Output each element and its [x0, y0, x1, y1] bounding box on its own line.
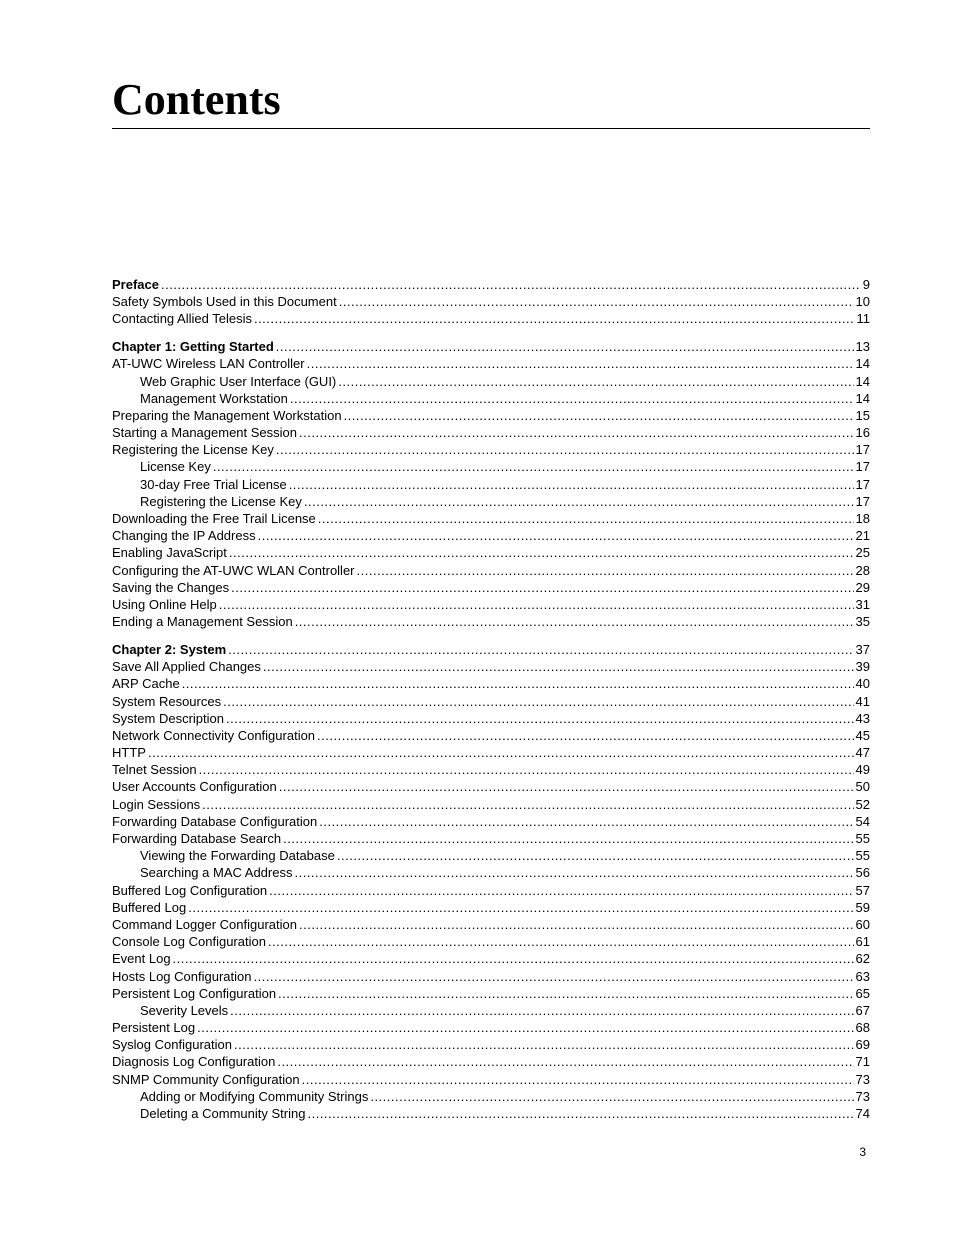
dot-leader — [223, 693, 853, 710]
toc-entry-page: 35 — [855, 614, 870, 630]
toc-entry-page: 68 — [855, 1020, 870, 1036]
dot-leader — [161, 276, 861, 293]
toc-entry-page: 17 — [855, 493, 870, 509]
toc-entry-label: Enabling JavaScript — [112, 545, 227, 561]
toc-entry-page: 17 — [855, 459, 870, 475]
toc-entry-page: 57 — [855, 882, 870, 898]
toc-chapter-entry[interactable] — [112, 276, 870, 293]
toc-entry-label: Buffered Log Configuration — [112, 882, 268, 898]
toc-section-entry[interactable] — [112, 778, 870, 795]
toc-entry-label: Network Connectivity Configuration — [112, 727, 316, 743]
toc-section-entry[interactable] — [112, 950, 870, 967]
toc-subsection-entry[interactable] — [112, 1105, 870, 1122]
toc-entry-label: Console Log Configuration — [112, 934, 266, 950]
page-title: Contents — [112, 75, 281, 124]
toc-section-entry[interactable] — [112, 933, 870, 950]
toc-chapter-entry[interactable] — [112, 641, 870, 658]
dot-leader — [338, 373, 853, 390]
toc-entry-page: 69 — [855, 1037, 870, 1053]
dot-leader — [229, 544, 854, 561]
toc-entry-page: 71 — [855, 1054, 870, 1070]
toc-entry-label: System Description — [112, 710, 224, 726]
toc-section-entry[interactable] — [112, 1019, 870, 1036]
toc-subsection-entry[interactable] — [112, 458, 870, 475]
toc-section-entry[interactable] — [112, 1036, 870, 1053]
dot-leader — [268, 933, 854, 950]
toc-entry-label: HTTP — [112, 745, 146, 761]
dot-leader — [197, 1019, 853, 1036]
toc-entry-label: Command Logger Configuration — [112, 916, 297, 932]
toc-entry-label: Chapter 1: Getting Started — [112, 339, 274, 355]
toc-section-entry[interactable] — [112, 813, 870, 830]
toc-entry-label: ARP Cache — [112, 676, 180, 692]
dot-leader — [182, 675, 854, 692]
toc-entry-label: AT-UWC Wireless LAN Controller — [112, 356, 305, 372]
toc-section-entry[interactable] — [112, 424, 870, 441]
toc-entry-label: Viewing the Forwarding Database — [140, 848, 335, 864]
dot-leader — [289, 476, 854, 493]
toc-section-entry[interactable] — [112, 544, 870, 561]
toc-entry-label: License Key — [140, 459, 211, 475]
toc-entry-page: 28 — [855, 562, 870, 578]
toc-section-entry[interactable] — [112, 968, 870, 985]
dot-leader — [318, 510, 854, 527]
dot-leader — [254, 310, 855, 327]
toc-entry-label: Changing the IP Address — [112, 528, 256, 544]
toc-entry-label: Downloading the Free Trail License — [112, 511, 316, 527]
toc-entry-label: Persistent Log — [112, 1020, 196, 1036]
toc-entry-page: 73 — [855, 1088, 870, 1104]
toc-section-entry[interactable] — [112, 441, 870, 458]
toc-entry-label: Event Log — [112, 951, 171, 967]
toc-section-entry[interactable] — [112, 658, 870, 675]
dot-leader — [199, 761, 854, 778]
toc-entry-label: Severity Levels — [140, 1002, 229, 1018]
dot-leader — [299, 916, 854, 933]
dot-leader — [339, 293, 854, 310]
toc-entry-page: 74 — [855, 1106, 870, 1121]
title-rule — [112, 128, 870, 129]
toc-entry-page: 49 — [855, 762, 870, 778]
table-of-contents — [112, 276, 870, 1122]
dot-leader — [370, 1088, 853, 1105]
toc-entry-page: 63 — [855, 968, 870, 984]
toc-entry-page: 43 — [855, 710, 870, 726]
toc-entry-page: 45 — [855, 727, 870, 743]
toc-entry-label: Syslog Configuration — [112, 1037, 232, 1053]
toc-entry-page: 62 — [855, 951, 870, 967]
toc-entry-page: 55 — [855, 831, 870, 846]
toc-entry-page: 10 — [855, 294, 870, 310]
toc-entry-page: 17 — [855, 442, 870, 458]
toc-entry-label: Preface — [112, 277, 159, 292]
toc-section-entry[interactable] — [112, 675, 870, 692]
toc-entry-page: 17 — [855, 476, 870, 492]
toc-entry-label: SNMP Community Configuration — [112, 1071, 300, 1087]
toc-section-entry[interactable] — [112, 613, 870, 630]
toc-entry-label: User Accounts Configuration — [112, 779, 277, 795]
toc-section-entry[interactable] — [112, 916, 870, 933]
toc-entry-page: 50 — [855, 779, 870, 795]
dot-leader — [277, 1053, 853, 1070]
toc-section-entry[interactable] — [112, 693, 870, 710]
toc-section-entry[interactable] — [112, 510, 870, 527]
dot-leader — [319, 813, 853, 830]
toc-entry-page: 15 — [855, 407, 870, 423]
toc-entry-page: 54 — [855, 813, 870, 829]
toc-entry-label: Preparing the Management Workstation — [112, 407, 342, 423]
dot-leader — [337, 847, 854, 864]
toc-entry-label: Ending a Management Session — [112, 614, 293, 630]
dot-leader — [279, 778, 854, 795]
toc-entry-page: 37 — [855, 641, 870, 657]
toc-entry-label: Adding or Modifying Community Strings — [140, 1088, 369, 1104]
toc-subsection-entry[interactable] — [112, 373, 870, 390]
toc-entry-page: 25 — [855, 545, 870, 561]
toc-subsection-entry[interactable] — [112, 864, 870, 881]
toc-section-entry[interactable] — [112, 796, 870, 813]
toc-section-entry[interactable] — [112, 310, 870, 327]
toc-section-entry[interactable] — [112, 710, 870, 727]
toc-entry-page: 14 — [855, 373, 870, 389]
toc-entry-label: System Resources — [112, 693, 222, 709]
toc-entry-label: Buffered Log — [112, 899, 187, 915]
dot-leader — [276, 441, 854, 458]
toc-entry-page: 9 — [862, 277, 870, 292]
toc-entry-page: 18 — [855, 511, 870, 527]
dot-leader — [263, 658, 854, 675]
toc-entry-page: 73 — [855, 1071, 870, 1087]
dot-leader — [290, 390, 854, 407]
toc-entry-label: Management Workstation — [140, 390, 288, 406]
toc-subsection-entry[interactable] — [112, 390, 870, 407]
toc-chapter-entry[interactable] — [112, 338, 870, 355]
toc-section-entry[interactable] — [112, 882, 870, 899]
toc-entry-label: Using Online Help — [112, 596, 217, 612]
dot-leader — [202, 796, 853, 813]
toc-entry-page: 16 — [855, 425, 870, 441]
dot-leader — [302, 1071, 854, 1088]
toc-entry-label: Starting a Management Session — [112, 425, 297, 441]
dot-leader — [307, 1105, 853, 1122]
toc-subsection-entry[interactable] — [112, 1088, 870, 1105]
toc-entry-label: Telnet Session — [112, 762, 197, 778]
toc-subsection-entry[interactable] — [112, 493, 870, 510]
toc-entry-label: Forwarding Database Search — [112, 831, 282, 846]
toc-section-entry[interactable] — [112, 596, 870, 613]
toc-entry-label: Searching a MAC Address — [140, 865, 293, 881]
dot-leader — [234, 1036, 854, 1053]
toc-entry-label: Contacting Allied Telesis — [112, 311, 252, 327]
toc-entry-label: Saving the Changes — [112, 579, 230, 595]
toc-entry-label: Chapter 2: System — [112, 641, 227, 657]
toc-entry-page: 31 — [855, 596, 870, 612]
dot-leader — [228, 641, 853, 658]
toc-entry-label: 30-day Free Trial License — [140, 476, 287, 492]
toc-section-entry[interactable] — [112, 579, 870, 596]
toc-section-entry[interactable] — [112, 761, 870, 778]
dot-leader — [253, 968, 853, 985]
dot-leader — [188, 899, 853, 916]
dot-leader — [294, 864, 853, 881]
toc-entry-page: 13 — [855, 339, 870, 355]
toc-subsection-entry[interactable] — [112, 476, 870, 493]
dot-leader — [258, 527, 854, 544]
toc-entry-label: Configuring the AT-UWC WLAN Controller — [112, 562, 355, 578]
toc-entry-page: 56 — [855, 865, 870, 881]
toc-entry-page: 39 — [855, 659, 870, 675]
page-number: 3 — [859, 1145, 866, 1159]
toc-entry-page: 41 — [855, 693, 870, 709]
toc-entry-page: 67 — [855, 1002, 870, 1018]
toc-entry-label: Forwarding Database Configuration — [112, 813, 318, 829]
dot-leader — [307, 355, 854, 372]
toc-entry-page: 61 — [855, 934, 870, 950]
toc-entry-page: 55 — [855, 848, 870, 864]
dot-leader — [269, 882, 853, 899]
toc-entry-page: 21 — [855, 528, 870, 544]
toc-entry-label: Web Graphic User Interface (GUI) — [140, 373, 337, 389]
toc-section-entry[interactable] — [112, 1053, 870, 1070]
toc-entry-label: Safety Symbols Used in this Document — [112, 294, 337, 310]
dot-leader — [278, 985, 853, 1002]
toc-section-entry[interactable] — [112, 1071, 870, 1088]
dot-leader — [219, 596, 854, 613]
toc-entry-page: 60 — [855, 916, 870, 932]
dot-leader — [213, 458, 854, 475]
dot-leader — [226, 710, 854, 727]
toc-subsection-entry[interactable] — [112, 847, 870, 864]
toc-entry-label: Hosts Log Configuration — [112, 968, 252, 984]
dot-leader — [317, 727, 853, 744]
dot-leader — [276, 338, 854, 355]
toc-entry-page: 29 — [855, 579, 870, 595]
toc-entry-page: 59 — [855, 899, 870, 915]
dot-leader — [304, 493, 854, 510]
toc-section-entry[interactable] — [112, 899, 870, 916]
toc-section-entry[interactable] — [112, 985, 870, 1002]
dot-leader — [344, 407, 854, 424]
dot-leader — [231, 579, 853, 596]
toc-entry-page: 11 — [856, 311, 870, 327]
toc-entry-page: 47 — [855, 745, 870, 761]
toc-section-entry[interactable] — [112, 830, 870, 847]
toc-section-entry[interactable] — [112, 744, 870, 761]
toc-entry-page: 52 — [855, 796, 870, 812]
toc-entry-page: 40 — [855, 676, 870, 692]
toc-section-entry[interactable] — [112, 293, 870, 310]
toc-entry-label: Deleting a Community String — [140, 1106, 306, 1121]
toc-section-entry[interactable] — [112, 355, 870, 372]
toc-entry-label: Diagnosis Log Configuration — [112, 1054, 276, 1070]
toc-section-entry[interactable] — [112, 727, 870, 744]
toc-section-entry[interactable] — [112, 527, 870, 544]
toc-entry-label: Save All Applied Changes — [112, 659, 261, 675]
toc-entry-page: 14 — [855, 356, 870, 372]
toc-section-entry[interactable] — [112, 407, 870, 424]
toc-section-entry[interactable] — [112, 562, 870, 579]
dot-leader — [148, 744, 854, 761]
toc-entry-label: Registering the License Key — [112, 442, 274, 458]
dot-leader — [299, 424, 854, 441]
dot-leader — [357, 562, 854, 579]
dot-leader — [295, 613, 854, 630]
toc-entry-label: Persistent Log Configuration — [112, 985, 277, 1001]
toc-entry-label: Registering the License Key — [140, 493, 302, 509]
dot-leader — [230, 1002, 853, 1019]
dot-leader — [283, 830, 853, 847]
toc-subsection-entry[interactable] — [112, 1002, 870, 1019]
toc-entry-label: Login Sessions — [112, 796, 201, 812]
dot-leader — [173, 950, 854, 967]
toc-entry-page: 65 — [855, 985, 870, 1001]
toc-entry-page: 14 — [855, 390, 870, 406]
